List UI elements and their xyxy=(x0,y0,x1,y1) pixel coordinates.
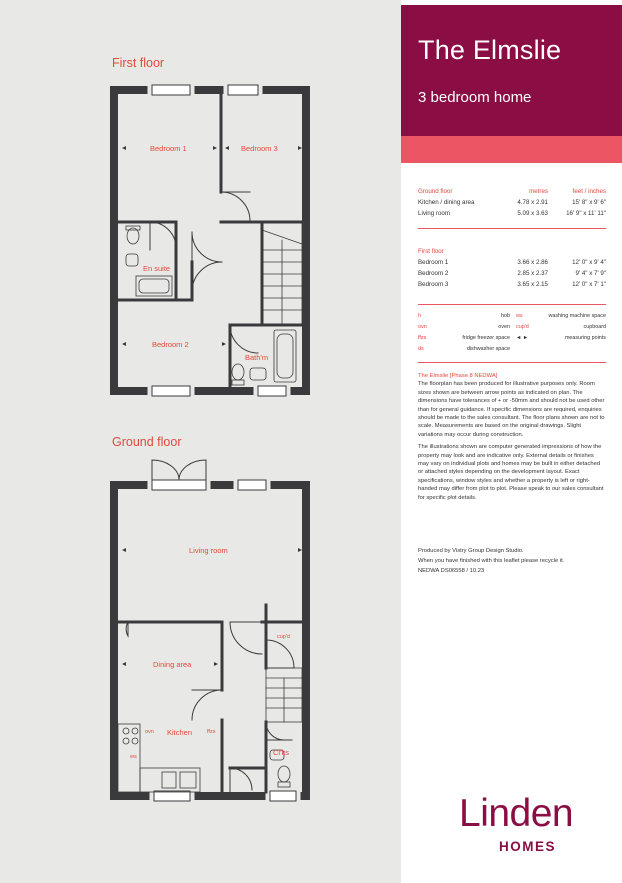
room-bedroom-2: Bedroom 2 xyxy=(152,340,189,349)
room-bathroom: Bath'm xyxy=(245,353,269,362)
footer-notes xyxy=(418,546,606,576)
table-row: Bedroom 3 3.65 x 2.15 12' 0" x 7' 1" xyxy=(418,281,606,288)
linden-logo: Linden xyxy=(459,792,574,835)
table-row: Bedroom 2 2.85 x 2.37 9' 4" x 7' 9" xyxy=(418,270,606,277)
metres-header: metres xyxy=(529,188,548,195)
key-legend xyxy=(418,313,606,357)
title-banner xyxy=(401,5,622,136)
abbr-cupboard: cup'd xyxy=(277,634,290,640)
first-floor-label: First floor xyxy=(112,56,165,70)
ground-floor-label: Ground floor xyxy=(112,435,182,449)
list-item: ovn oven cup'd cupboard xyxy=(418,324,606,330)
house-subtitle: 3 bedroom home xyxy=(418,89,532,106)
room-bedroom-3: Bedroom 3 xyxy=(241,144,278,153)
first-heading: First floor xyxy=(418,248,444,255)
table-row: Bedroom 1 3.66 x 2.86 12' 0" x 9' 4" xyxy=(418,259,606,266)
ground-floor-dimensions xyxy=(418,186,606,219)
table-row: Kitchen / dining area 4.78 x 2.91 15' 8" x 9' 6" xyxy=(418,199,606,206)
feet-header: feet / inches xyxy=(572,188,606,195)
list-item: ds dishwasher space xyxy=(418,346,510,352)
abbr-washing-machine: ws xyxy=(130,754,137,760)
document-code: NEDWA DS06558 / 10.23 xyxy=(418,568,485,574)
room-bedroom-1: Bedroom 1 xyxy=(150,144,187,153)
disclaimer-paragraph-2: The illustrations shown are computer generated impressions of how the property may look and are indicative only. External details or finishes may vary on individual plots and homes may be built in either detached or attached styles depending on the development layout. Exact specifications, window styles and whether a property is left or right-handed may differ from plot to plot. Please speak to our sales consultant for specific plot details. xyxy=(418,444,604,501)
room-kitchen: Kitchen xyxy=(167,728,193,737)
divider xyxy=(418,304,606,305)
homes-logo: HOMES xyxy=(499,839,557,854)
room-cloaks: Cl'ks xyxy=(273,748,290,757)
abbr-fridge-freezer: ffzs xyxy=(207,729,216,735)
first-floor-dimensions xyxy=(418,246,606,290)
disclaimer-paragraph-1: The floorplan has been produced for illustrative purposes only. Room sizes shown are between arrow points as indicated on plan. The dimensions have tolerances of + or -50mm and should not be used other than for general guidance. If specific dimensions are required, enquiries should be made to the sales consultant. The floor plans shown are not to scale. Measurements are based on the original drawings. Slight variations may occur during construction. xyxy=(418,381,605,438)
produced-by: Produced by Vistry Group Design Studio. xyxy=(418,548,524,554)
disclaimer-title: The Elmslie [Phase 8 NEDWA] xyxy=(418,373,498,379)
accent-stripe xyxy=(401,136,622,163)
list-item: ffzs fridge freezer space ◄ ► measuring points xyxy=(418,335,606,341)
ground-heading: Ground floor xyxy=(418,188,453,195)
abbr-oven: ovn xyxy=(145,729,154,735)
room-living: Living room xyxy=(189,546,228,555)
room-dining: Dining area xyxy=(153,660,192,669)
room-en-suite: En suite xyxy=(143,264,171,273)
disclaimer xyxy=(418,372,606,502)
house-title: The Elmslie xyxy=(418,35,562,65)
recycle-note: When you have finished with this leaflet please recycle it. xyxy=(418,558,565,564)
divider xyxy=(418,228,606,229)
divider xyxy=(418,362,606,363)
table-row: Living room 5.09 x 3.63 16' 9" x 11' 11" xyxy=(418,210,606,217)
list-item: h hob ws washing machine space xyxy=(418,313,606,319)
info-panel xyxy=(401,0,622,883)
